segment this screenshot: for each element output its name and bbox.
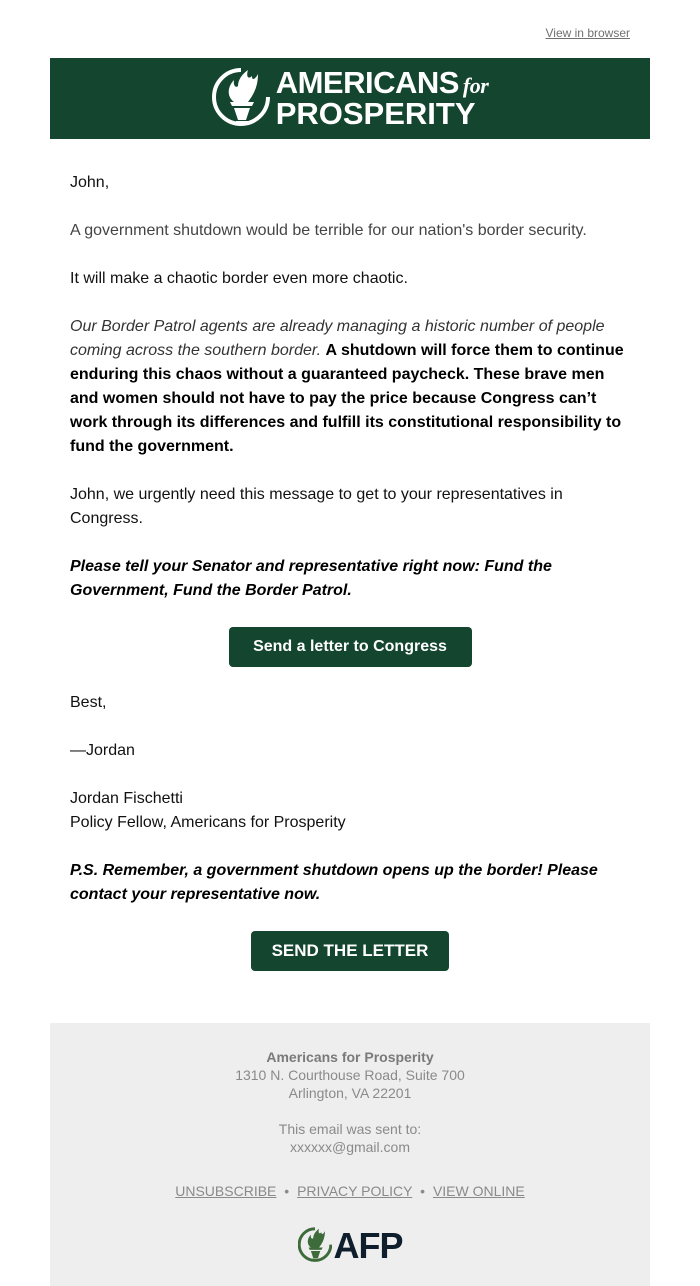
logo-wordmark <box>275 65 489 131</box>
footer-links <box>50 1182 650 1200</box>
postscript: P.S. Remember, a government shutdown opens up the border! Please contact your representative now. <box>70 862 598 903</box>
footer-org-name: Americans for Prosperity <box>266 1049 434 1065</box>
privacy-policy-link[interactable]: PRIVACY POLICY <box>297 1183 413 1199</box>
signature-name: Jordan Fischetti <box>70 790 183 807</box>
link-separator: • <box>284 1183 290 1199</box>
footer-sent-to-label: This email was sent to: <box>278 1121 422 1137</box>
paragraph-3-bold: A shutdown will force them to continue enduring this chaos without a guaranteed paycheck. These brave men and women should not have to pay the price because Congress can’t work through its differences and fulfill its constitutional responsibility to fund the government. <box>70 342 624 455</box>
preheader <box>50 0 650 58</box>
paragraph-2: It will make a chaotic border even more chaotic. <box>70 270 408 287</box>
email-body <box>50 139 650 971</box>
signature-title: Policy Fellow, Americans for Prosperity <box>70 814 346 831</box>
paragraph-5: Please tell your Senator and representative right now: Fund the Government, Fund the Border Patrol. <box>70 558 552 599</box>
logo-line1: AMERICANS <box>275 65 459 100</box>
paragraph-3-italic: Our Border Patrol agents are already managing a historic number of people coming across the southern border. <box>70 318 605 359</box>
torch-icon <box>298 1226 332 1266</box>
cta-row-2 <box>70 931 630 971</box>
unsubscribe-link[interactable]: UNSUBSCRIBE <box>175 1183 277 1199</box>
paragraph-3 <box>70 315 630 459</box>
footer-sent-to-email: xxxxxx@gmail.com <box>289 1139 410 1155</box>
afp-logo-text: AFP <box>333 1225 403 1266</box>
cta-row-1 <box>70 627 630 667</box>
afp-footer-logo[interactable] <box>298 1226 403 1266</box>
view-online-link[interactable]: VIEW ONLINE <box>432 1183 525 1199</box>
header-banner <box>50 58 650 139</box>
send-the-letter-button[interactable]: SEND THE LETTER <box>251 931 449 971</box>
send-letter-to-congress-button[interactable]: Send a letter to Congress <box>229 627 472 667</box>
greeting: John, <box>70 174 110 191</box>
paragraph-1: A government shutdown would be terrible for our nation's border security. <box>70 222 587 239</box>
paragraph-4: John, we urgently need this message to get to your representatives in Congress. <box>70 486 563 527</box>
footer <box>50 1023 650 1286</box>
torch-icon <box>212 66 270 131</box>
signature-short: —Jordan <box>70 742 135 759</box>
signoff: Best, <box>70 694 107 711</box>
logo-line2: PROSPERITY <box>275 96 476 131</box>
footer-address-line2: Arlington, VA 22201 <box>288 1085 412 1101</box>
footer-address-line1: 1310 N. Courthouse Road, Suite 700 <box>235 1067 465 1083</box>
afp-header-logo[interactable] <box>212 66 489 131</box>
logo-for: for <box>462 73 489 98</box>
view-in-browser-link[interactable]: View in browser <box>545 26 630 40</box>
signature-block <box>70 691 630 835</box>
email-container <box>50 0 650 971</box>
link-separator: • <box>420 1183 426 1199</box>
